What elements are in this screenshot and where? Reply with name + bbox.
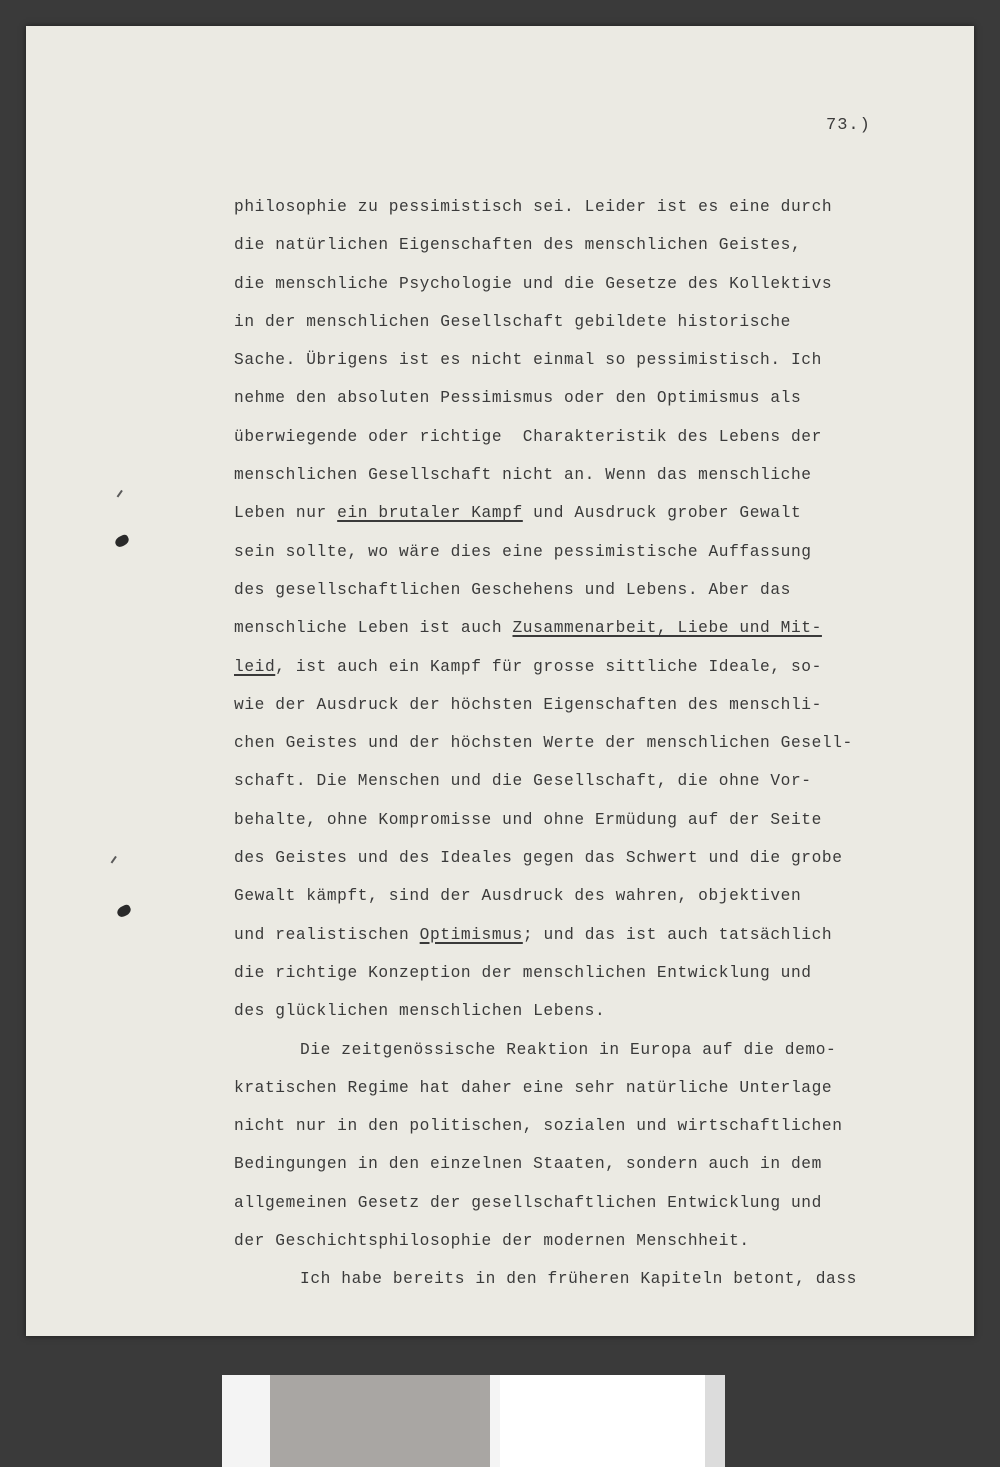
text-segment: chen Geistes und der höchsten Werte der menschlichen Gesell- — [234, 734, 853, 753]
text-segment: die menschliche Psychologie und die Gesetze des Kollektivs — [234, 274, 833, 293]
text-line — [234, 571, 974, 609]
text-segment: und Ausdruck grober Gewalt — [522, 504, 802, 523]
text-line — [234, 609, 974, 647]
underlined-text: Optimismus — [419, 925, 523, 944]
text-segment: philosophie zu pessimistisch sei. Leider ist es eine durch — [234, 198, 833, 216]
page-number: 73.) — [826, 116, 871, 135]
text-line — [234, 839, 974, 877]
text-segment: des gesellschaftlichen Geschehens und Lebens. Aber das — [234, 580, 791, 599]
text-line — [234, 188, 974, 226]
text-line — [234, 1260, 974, 1298]
text-segment: sein sollte, wo wäre dies eine pessimistische Auffassung — [234, 542, 812, 561]
text-segment: menschliche Leben ist auch — [234, 619, 513, 638]
text-line — [234, 801, 974, 839]
gray-reference-card — [270, 1375, 490, 1467]
text-segment: menschlichen Gesellschaft nicht an. Wenn das menschliche — [234, 466, 812, 485]
text-line — [234, 341, 974, 379]
text-segment: Gewalt kämpft, sind der Ausdruck des wahren, objektiven — [234, 887, 802, 906]
text-segment: allgemeinen Gesetz der gesellschaftlichen Entwicklung und — [234, 1193, 822, 1212]
text-line — [234, 494, 974, 532]
text-line — [234, 648, 974, 686]
text-line — [234, 533, 974, 571]
text-segment: des Geistes und des Ideales gegen das Schwert und die grobe — [234, 849, 843, 868]
text-segment: und realistischen — [234, 925, 420, 944]
text-segment: überwiegende oder richtige Charakteristik des Lebens der — [234, 427, 822, 446]
text-line — [234, 303, 974, 341]
text-segment: nehme den absoluten Pessimismus oder den Optimismus als — [234, 389, 802, 408]
text-line — [234, 954, 974, 992]
underlined-text: leid — [234, 657, 276, 676]
text-segment: kratischen Regime hat daher eine sehr natürliche Unterlage — [234, 1078, 833, 1097]
text-segment: Sache. Übrigens ist es nicht einmal so pessimistisch. Ich — [234, 351, 822, 370]
text-line — [234, 379, 974, 417]
text-line — [234, 992, 974, 1030]
text-segment: ; und das ist auch tatsächlich — [522, 925, 833, 944]
text-segment: Ich habe bereits in den früheren Kapiteln betont, dass — [300, 1270, 857, 1289]
text-segment: die natürlichen Eigenschaften des menschlichen Geistes, — [234, 236, 802, 255]
text-segment: Leben nur — [234, 504, 338, 523]
text-line — [234, 1184, 974, 1222]
text-segment: , ist auch ein Kampf für grosse sittliche Ideale, so- — [275, 657, 822, 676]
text-segment: Bedingungen in den einzelnen Staaten, sondern auch in dem — [234, 1155, 822, 1174]
text-line — [234, 762, 974, 800]
text-segment: in der menschlichen Gesellschaft gebildete historische — [234, 312, 791, 331]
text-line — [234, 265, 974, 303]
text-segment: des glücklichen menschlichen Lebens. — [234, 1002, 606, 1021]
text-line — [234, 226, 974, 264]
underlined-text: ein brutaler Kampf — [337, 504, 523, 523]
text-segment: wie der Ausdruck der höchsten Eigenschaften des menschli- — [234, 695, 822, 714]
text-line — [234, 1222, 974, 1260]
text-line — [234, 418, 974, 456]
typed-text-body — [234, 188, 974, 1299]
text-line — [234, 1145, 974, 1183]
text-line — [234, 456, 974, 494]
underlined-text: Zusammenarbeit, Liebe und Mit- — [512, 619, 822, 638]
text-line — [234, 1069, 974, 1107]
text-segment: nicht nur in den politischen, sozialen und wirtschaftlichen — [234, 1117, 843, 1136]
text-line — [234, 1107, 974, 1145]
light-reference-card — [705, 1375, 725, 1467]
white-reference-card — [500, 1375, 705, 1467]
text-line — [234, 686, 974, 724]
text-line — [234, 724, 974, 762]
text-line — [234, 877, 974, 915]
text-segment: der Geschichtsphilosophie der modernen Menschheit. — [234, 1232, 750, 1251]
text-line — [234, 1031, 974, 1069]
text-segment: behalte, ohne Kompromisse und ohne Ermüdung auf der Seite — [234, 810, 822, 829]
text-line — [234, 916, 974, 954]
text-segment: schaft. Die Menschen und die Gesellschaft, die ohne Vor- — [234, 772, 812, 791]
text-segment: Die zeitgenössische Reaktion in Europa auf die demo- — [300, 1040, 837, 1059]
text-segment: die richtige Konzeption der menschlichen Entwicklung und — [234, 963, 812, 982]
